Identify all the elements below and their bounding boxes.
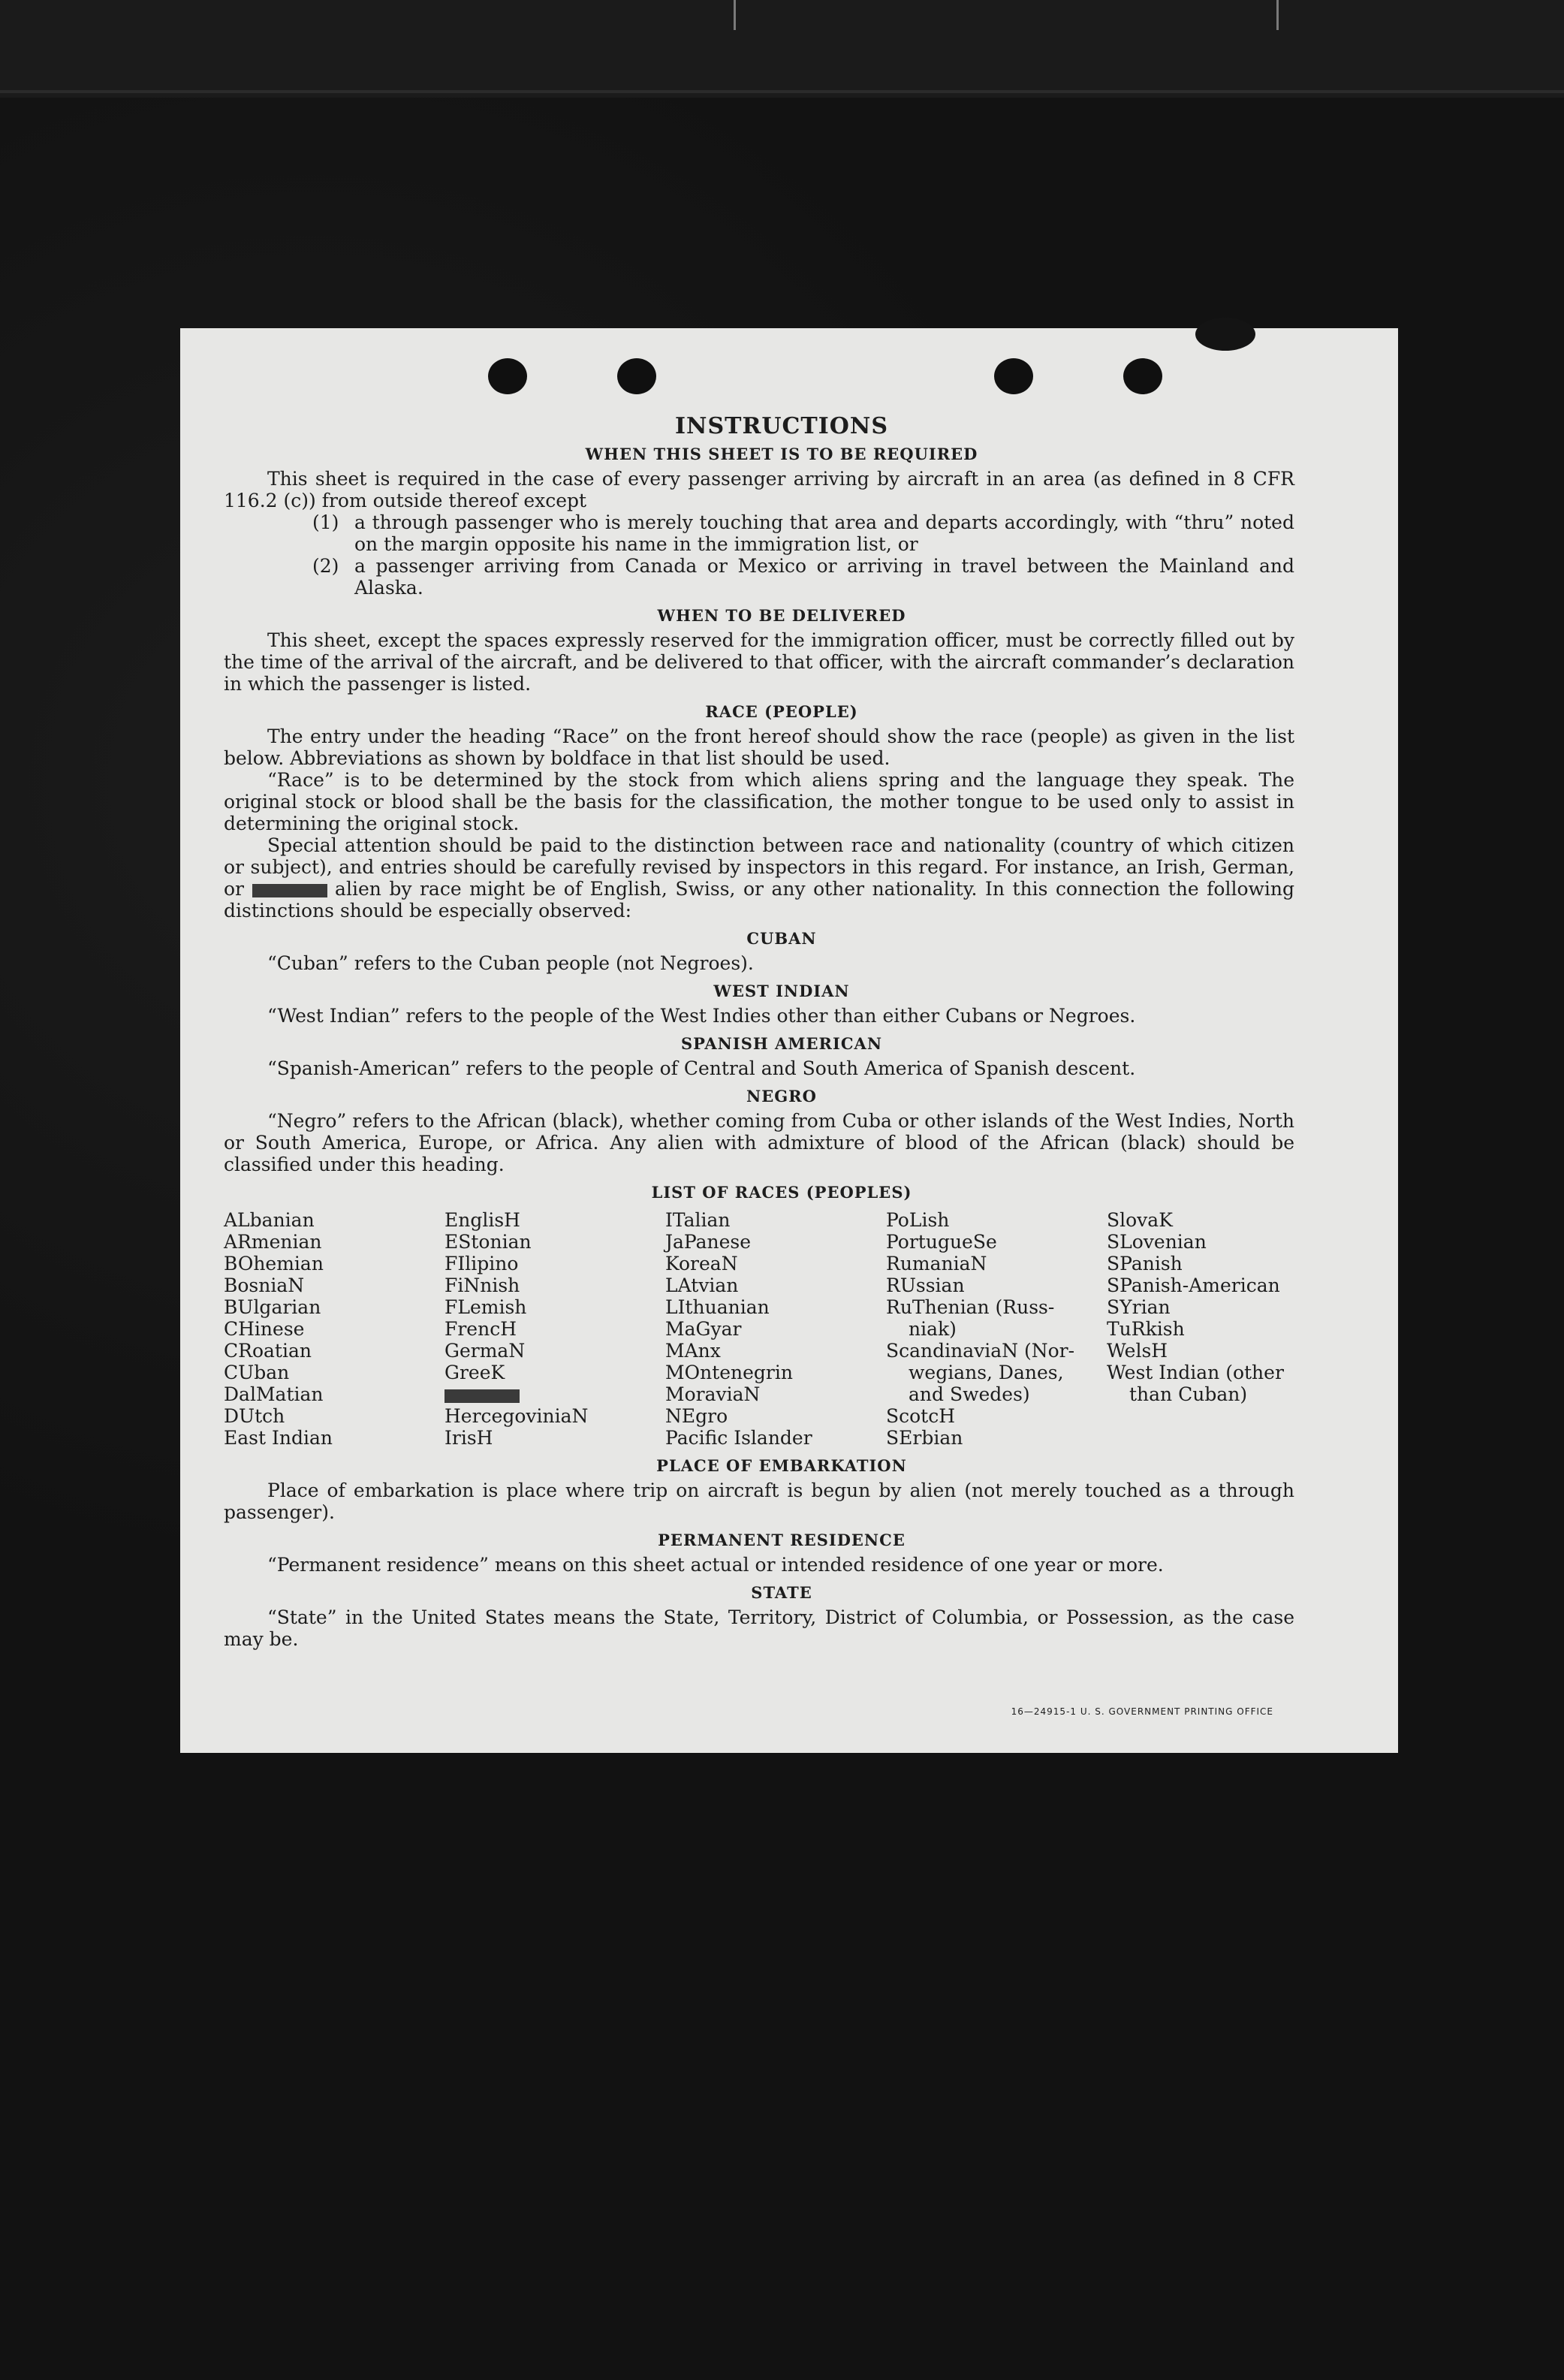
race-entry: FLemish — [444, 1296, 527, 1318]
race-entry: NEgro — [665, 1405, 728, 1427]
race-entry: ScotcH — [886, 1405, 956, 1427]
race-entry: PoLish — [886, 1209, 950, 1231]
races-list — [224, 1209, 1294, 1449]
race-entry: DalMatian — [224, 1383, 324, 1405]
races-column-1 — [224, 1209, 444, 1449]
race-entry: FIlipino — [444, 1253, 519, 1274]
race-entry-continued: than Cuban) — [1129, 1383, 1248, 1405]
race-entry: SPanish-American — [1107, 1274, 1280, 1296]
exception-item — [312, 511, 1294, 555]
race-entry: BUlgarian — [224, 1296, 321, 1318]
race-entry: BosniaN — [224, 1274, 305, 1296]
race-entry: IrisH — [444, 1427, 493, 1449]
race-entry-continued: wegians, Danes, — [909, 1362, 1064, 1383]
delivered-text: This sheet, except the spaces expressly reserved for the immigration officer, must be correctly filled out by the time of the arrival of the aircraft, and be delivered to that officer, with the aircraft commander’s declaration in which the passenger is listed. — [224, 629, 1294, 695]
race-entry: FrencH — [444, 1318, 517, 1340]
race-paragraph-3-end: alien by race might be of English, Swiss, or any other nationality. In this connection the following distinctions should be especially observed: — [224, 878, 1294, 922]
residence-text: “Permanent residence” means on this sheet actual or intended residence of one year or more. — [267, 1554, 1164, 1576]
race-paragraph-3 — [224, 834, 1294, 922]
cuban-text: “Cuban” refers to the Cuban people (not Negroes). — [267, 952, 754, 974]
race-entry: East Indian — [224, 1427, 333, 1449]
film-mark — [1276, 0, 1279, 30]
race-entry: LAtvian — [665, 1274, 739, 1296]
race-entry: DUtch — [224, 1405, 285, 1427]
race-entry: CUban — [224, 1362, 290, 1383]
page-title: INSTRUCTIONS — [675, 413, 888, 439]
film-mark — [734, 0, 736, 30]
heading-list-of-races: LIST OF RACES (PEOPLES) — [651, 1183, 912, 1202]
race-entry: RuThenian (Russ- — [886, 1296, 1055, 1318]
state-text: “State” in the United States means the State, Territory, District of Columbia, or Possession, as the case may be. — [224, 1606, 1294, 1650]
race-entry: CHinese — [224, 1318, 305, 1340]
punch-hole — [488, 358, 527, 394]
race-paragraph-2: “Race” is to be determined by the stock from which aliens spring and the language they speak. The original stock or blood shall be the basis for the classification, the mother tongue to be used only to assist in determining the original stock. — [224, 769, 1294, 834]
race-entry: ALbanian — [224, 1209, 315, 1231]
race-entry: GreeK — [444, 1362, 505, 1383]
exception-number: (2) — [312, 555, 339, 577]
heading-delivered: WHEN TO BE DELIVERED — [657, 606, 906, 625]
race-paragraph-1: The entry under the heading “Race” on the front hereof should show the race (people) as given in the list below. Abbreviations as shown by boldface in that list should be used. — [224, 725, 1294, 769]
race-entry: SErbian — [886, 1427, 963, 1449]
embarkation-text: Place of embarkation is place where trip on aircraft is begun by alien (not merely touched as a through passenger). — [224, 1480, 1294, 1523]
spanish-american-text: “Spanish-American” refers to the people of Central and South America of Spanish descent. — [267, 1057, 1136, 1079]
film-edge — [0, 90, 1564, 93]
west-indian-text: “West Indian” refers to the people of the West Indies other than either Cubans or Negroes. — [267, 1005, 1136, 1027]
race-entry: FiNnish — [444, 1274, 520, 1296]
race-entry: KoreaN — [665, 1253, 738, 1274]
race-entry: LIthuanian — [665, 1296, 770, 1318]
paper-stain — [1195, 318, 1255, 351]
race-entry: RumaniaN — [886, 1253, 987, 1274]
heading-residence: PERMANENT RESIDENCE — [658, 1531, 906, 1549]
race-entry: SPanish — [1107, 1253, 1183, 1274]
punch-hole — [617, 358, 656, 394]
race-entry: ITalian — [665, 1209, 731, 1231]
redaction-mark — [252, 884, 327, 897]
races-column-5 — [1107, 1209, 1327, 1449]
instruction-sheet — [180, 328, 1398, 1753]
race-entry: HercegoviniaN — [444, 1405, 589, 1427]
race-paragraph-3-start: Special attention should be paid to the distinction between race and nationality (country of which citizen or subject), and entries should be carefully revised by inspectors in this regard. For instance, an Irish, German, or — [224, 834, 1294, 900]
exception-item — [312, 555, 1294, 599]
race-entry: ScandinaviaN (Nor- — [886, 1340, 1075, 1362]
exception-text: a through passenger who is merely touching that area and departs accordingly, with “thru” noted on the margin opposite his name in the immigration list, or — [354, 511, 1294, 555]
redaction-mark — [444, 1389, 520, 1403]
race-entry: MOntenegrin — [665, 1362, 793, 1383]
race-entry: SYrian — [1107, 1296, 1171, 1318]
race-entry: CRoatian — [224, 1340, 312, 1362]
race-entry: EStonian — [444, 1231, 532, 1253]
race-entry: JaPanese — [665, 1231, 752, 1253]
race-entry: Pacific Islander — [665, 1427, 812, 1449]
heading-west-indian: WEST INDIAN — [713, 982, 850, 1000]
race-entry: BOhemian — [224, 1253, 324, 1274]
races-column-3 — [665, 1209, 886, 1449]
race-entry: RUssian — [886, 1274, 965, 1296]
race-entry: SLovenian — [1107, 1231, 1207, 1253]
printing-office-note: 16—24915-1 U. S. GOVERNMENT PRINTING OFFICE — [1011, 1706, 1273, 1717]
film-strip-top — [0, 0, 1564, 98]
heading-required: WHEN THIS SHEET IS TO BE REQUIRED — [585, 445, 978, 463]
race-entry-continued: and Swedes) — [909, 1383, 1030, 1405]
heading-cuban: CUBAN — [746, 929, 817, 948]
races-column-4 — [886, 1209, 1107, 1449]
punch-hole — [994, 358, 1033, 394]
race-entry: MAnx — [665, 1340, 721, 1362]
heading-spanish-american: SPANISH AMERICAN — [680, 1034, 883, 1053]
race-entry: ARmenian — [224, 1231, 322, 1253]
heading-state: STATE — [751, 1583, 812, 1602]
race-entry-redacted — [444, 1383, 665, 1405]
race-entry: SlovaK — [1107, 1209, 1173, 1231]
race-entry: GermaN — [444, 1340, 526, 1362]
race-entry: TuRkish — [1107, 1318, 1185, 1340]
exception-number: (1) — [312, 511, 339, 533]
race-entry: MaGyar — [665, 1318, 742, 1340]
exception-text: a passenger arriving from Canada or Mexico or arriving in travel between the Mainland and Alaska. — [354, 555, 1294, 599]
negro-text: “Negro” refers to the African (black), whether coming from Cuba or other islands of the West Indies, North or South America, Europe, or Africa. Any alien with admixture of blood of the African (black) should be classified under this heading. — [224, 1110, 1294, 1175]
required-text: This sheet is required in the case of every passenger arriving by aircraft in an area (as defined in 8 CFR 116.2 (c)) from outside thereof except — [224, 468, 1294, 511]
race-entry: PortugueSe — [886, 1231, 997, 1253]
race-entry: MoraviaN — [665, 1383, 761, 1405]
punch-hole — [1123, 358, 1162, 394]
heading-negro: NEGRO — [746, 1087, 817, 1106]
race-entry: EnglisH — [444, 1209, 520, 1231]
race-entry: West Indian (other — [1107, 1362, 1284, 1383]
heading-race: RACE (PEOPLE) — [705, 702, 858, 721]
race-entry-continued: niak) — [909, 1318, 957, 1340]
heading-embarkation: PLACE OF EMBARKATION — [656, 1456, 907, 1475]
race-entry: WelsH — [1107, 1340, 1168, 1362]
races-column-2 — [444, 1209, 665, 1449]
